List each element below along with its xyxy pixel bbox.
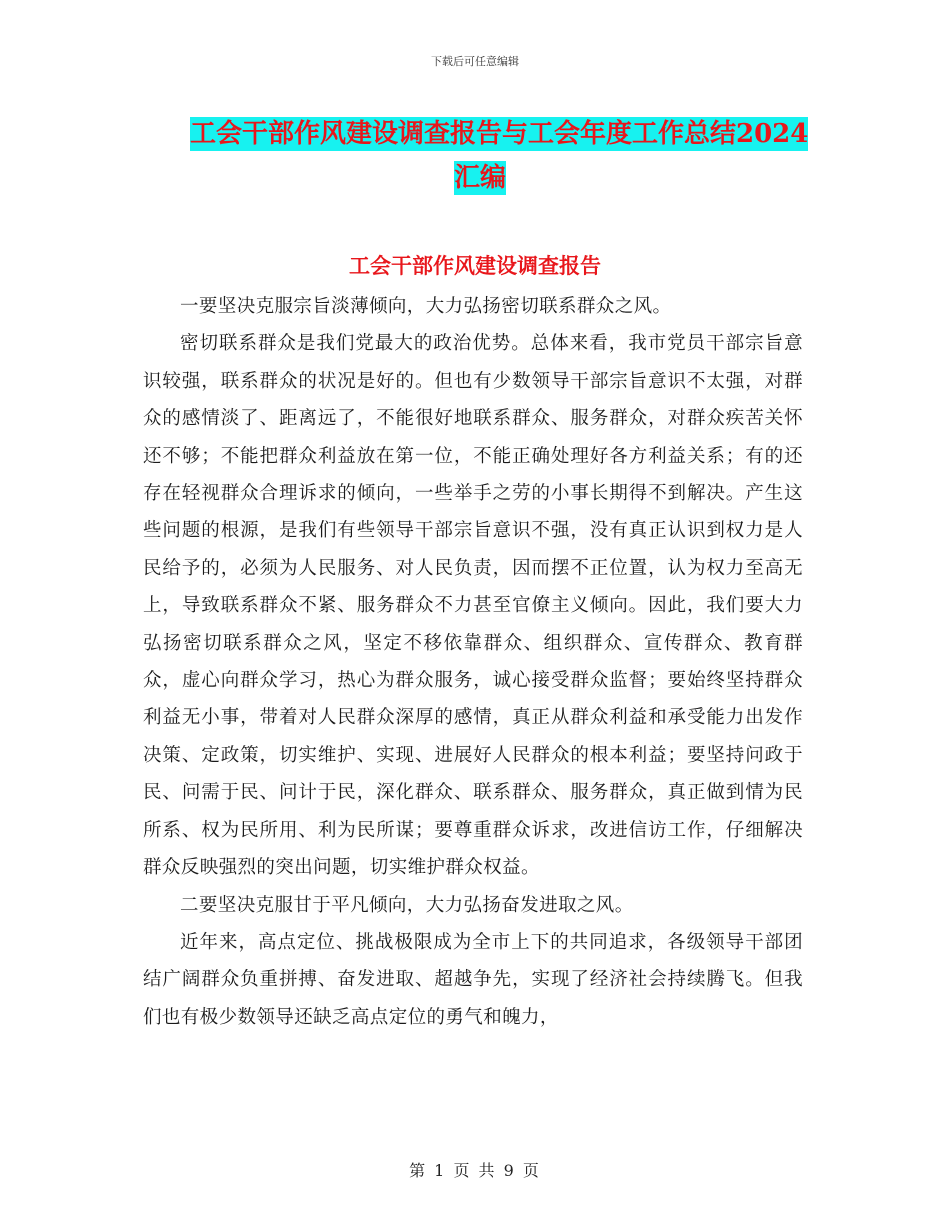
paragraph: 二要坚决克服甘于平凡倾向，大力弘扬奋发进取之风。 (180, 894, 634, 916)
body-text (143, 288, 803, 1036)
document-title (190, 112, 810, 200)
paragraph: 密切联系群众是我们党最大的政治优势。总体来看，我市党员干部宗旨意识较强，联系群众的状况是好的。但也有少数领导干部宗旨意识不太强，对群众的感情淡了、距离远了，不能很好地联系群众、服务群众，对群众疾苦关怀还不够；不能把群众利益放在第一位，不能正确处理好各方利益关系；有的还存在轻视群众合理诉求的倾向，一些举手之劳的小事长期得不到解决。产生这些问题的根源，是我们有些领导干部宗旨意识不强，没有真正认识到权力是人民给予的，必须为人民服务、对人民负责，因而摆不正位置，认为权力至高无上，导致联系群众不紧、服务群众不力甚至官僚主义倾向。因此，我们要大力弘扬密切联系群众之风，坚定不移依靠群众、组织群众、宣传群众、教育群众，虚心向群众学习，热心为群众服务，诚心接受群众监督；要始终坚持群众利益无小事，带着对人民群众深厚的感情，真正从群众利益和承受能力出发作决策、定政策，切实维护、实现、进展好人民群众的根本利益；要坚持问政于民、问需于民、问计于民，深化群众、联系群众、服务群众，真正做到情为民所系、权为民所用、利为民所谋；要尊重群众诉求，改进信访工作，仔细解决群众反映强烈的突出问题，切实维护群众权益。 (143, 333, 803, 879)
header-note: 下载后可任意编辑 (431, 55, 519, 68)
title-line-1: 工会干部作风建设调查报告与工会年度工作总结2024 (190, 119, 809, 149)
paragraph: 一要坚决克服宗旨淡薄倾向，大力弘扬密切联系群众之风。 (180, 296, 672, 317)
paragraph: 近年来，高点定位、挑战极限成为全市上下的共同追求，各级领导干部团结广阔群众负重拼搏、奋发进取、超越争先，实现了经济社会持续腾飞。但我们也有极少数领导还缺乏高点定位的勇气和魄力， (143, 931, 803, 1028)
section-heading: 工会干部作风建设调查报告 (349, 253, 601, 278)
title-line-2: 汇编 (453, 163, 506, 193)
page-footer: 第 1 页 共 9 页 (409, 1161, 541, 1180)
